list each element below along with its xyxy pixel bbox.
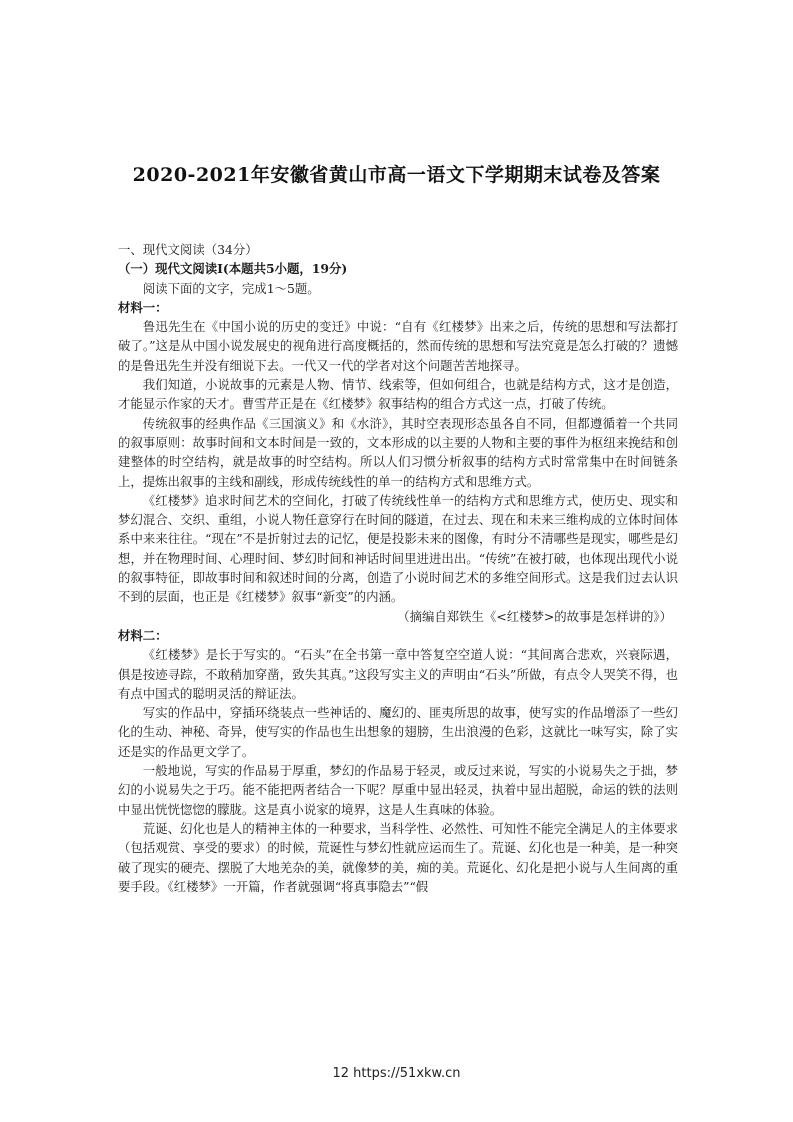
section-heading: 一、现代文阅读（34分） [118,242,258,257]
instruction-text: 阅读下面的文字，完成1～5题。 [142,280,320,296]
subsection-heading: （一）现代文阅读Ⅰ(本题共5小题，19分) [118,261,348,277]
material-1-paragraph: 鲁迅先生在《中国小说的历史的变迁》中说：“自有《红楼梦》出来之后，传统的思想和写法都打破了。”这是从中国小说发展史的视角进行高度概括的，然而传统的思想和写法究竟是怎么打破的？遗憾的是鲁迅先生并没有细说下去。一代又一代的学者对这个问题苦苦地探寻。 [118,319,678,373]
material-1-label: 材料一： [118,299,168,315]
material-1-paragraph: 传统叙事的经典作品《三国演义》和《水浒》，其时空表现形态虽各自不同，但都遵循着一个共同的叙事原则：故事时间和文本时间是一致的，文本形成的以主要的人物和主要的事件为枢纽来挽结和创建整体的时空结构，就是故事的时空结构。所以人们习惯分析叙事的结构方式时常常集中在时间链条上，提炼出叙事的主线和副线，形成传统线性的单一的结构方式和思维方式。 [118,415,678,489]
material-1-source: （摘编自郑铁生《<红楼梦>的故事是怎样讲的》） [397,608,672,624]
material-1-paragraph: 我们知道，小说故事的元素是人物、情节、线索等，但如何组合，也就是结构方式，这才是创造，才能显示作家的天才。曹雪芹正是在《红楼梦》叙事结构的组合方式这一点，打破了传统。 [118,377,678,412]
material-2-label: 材料二： [118,627,168,643]
material-2-paragraph: 《红楼梦》是长于写实的。“石头”在全书第一章中答复空空道人说：“其间离合悲欢，兴衰际遇，俱是按迹寻踪，不敢稍加穿凿，致失其真。”这段写实主义的声明由“石头”所做，有点令人哭笑不得，也有点中国式的聪明灵活的辩证法。 [118,647,678,701]
material-1-paragraph: 《红楼梦》追求时间艺术的空间化，打破了传统线性单一的结构方式和思维方式，使历史、现实和梦幻混合、交织、重组，小说人物任意穿行在时间的隧道，在过去、现在和未来三维构成的立体时间体系中来来往往。“现在”不是折射过去的记忆，便是投影未来的图像，有时分不清哪些是现实，哪些是幻想，并在物理时间、心理时间、梦幻时间和神话时间里进进出出。“传统”在被打破，也体现出现代小说的叙事特征，即故事时间和叙述时间的分离，创造了小说时间艺术的多维空间形式。这是我们过去认识不到的层面，也正是《红楼梦》叙事“新变”的内涵。 [118,492,678,605]
page-title: 2020-2021年安徽省黄山市高一语文下学期期末试卷及答案 [132,164,661,186]
material-2-paragraph: 写实的作品中，穿插环绕装点一些神话的、魔幻的、匪夷所思的故事，使写实的作品增添了一些幻化的生动、神秘、奇异，使写实的作品也生出想象的翅膀，生出浪漫的色彩，这就比一味写实，除了实还是实的作品更文学了。 [118,705,678,759]
material-2-paragraph: 一般地说，写实的作品易于厚重，梦幻的作品易于轻灵，或反过来说，写实的小说易失之于拙，梦幻的小说易失之于巧。能不能把两者结合一下呢？厚重中显出轻灵，执着中显出超脱，命运的铁的法则中显出恍恍惚惚的朦胧。这是真小说家的境界，这是人生真味的体验。 [118,763,678,817]
material-2-paragraph: 荒诞、幻化也是人的精神主体的一种要求，当科学性、必然性、可知性不能完全满足人的主体要求（包括观赏、享受的要求）的时候，荒诞性与梦幻性就应运而生了。荒诞、幻化也是一种美，是一种突破了现实的硬壳、摆脱了大地羌杂的美，就像梦的美，痴的美。荒诞化、幻化是把小说与人生间离的重要手段。《红楼梦》一开篇，作者就强调“将真事隐去”“假 [118,820,678,894]
document-body [118,240,678,896]
page-footer: 12 https://51xkw.cn [332,1066,461,1081]
